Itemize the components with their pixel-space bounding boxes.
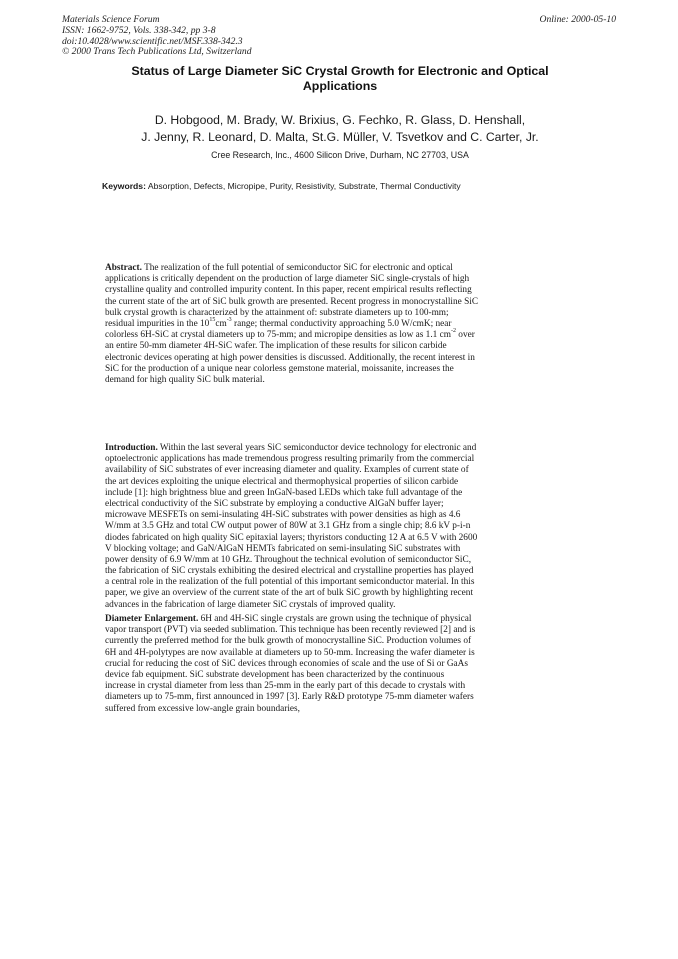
abstract-line: demand for high quality SiC bulk material.: [105, 374, 265, 385]
text-segment: residual impurities in the 10: [105, 318, 210, 329]
intro-line: advances in the fabrication of large diameter SiC crystals of improved quality.: [105, 599, 396, 610]
header-citation: [62, 15, 252, 58]
diameter-line: 6H and 4H-SiC single crystals are grown using the technique of physical: [198, 614, 472, 624]
keywords-text: Absorption, Defects, Micropipe, Purity, Resistivity, Substrate, Thermal Conductivity: [147, 181, 461, 191]
intro-line: W/mm at 3.5 GHz and total CW output power of 80W at 3.1 GHz from a single chip; 8.6 kV p-i-n: [105, 521, 471, 532]
abstract-line: electronic devices operating at high power densities is discussed. Additionally, the recent interest in: [105, 352, 475, 363]
intro-line: diodes fabricated on high quality SiC epitaxial layers; thyristors conducting 12 A at 6.5 V with 2600: [105, 532, 478, 543]
superscript: 15: [209, 316, 216, 323]
keywords: [102, 181, 461, 192]
intro-line: availability of SiC substrates of ever increasing diameter and quality. Examples of current state of: [105, 465, 469, 476]
abstract-line: SiC for the production of a unique near colorless gemstone material, moissanite, increases the: [105, 363, 454, 374]
diameter-line: increase in crystal diameter from less than 25-mm in the early part of this decade to crystals with: [105, 681, 466, 692]
text-segment: cm: [215, 318, 227, 329]
authors-line-2: J. Jenny, R. Leonard, D. Malta, St.G. Müller, V. Tsvetkov and C. Carter, Jr.: [141, 130, 539, 144]
diameter-line: device fab equipment. SiC substrate development has been characterized by the continuous: [105, 669, 445, 680]
paper-title: [70, 64, 610, 94]
title-line-1: Status of Large Diameter SiC Crystal Growth for Electronic and Optical: [131, 64, 549, 78]
abstract-line: [105, 330, 575, 341]
copyright-line: © 2000 Trans Tech Publications Ltd, Switzerland: [62, 46, 252, 58]
keywords-label: Keywords:: [102, 181, 146, 191]
author-list: [70, 112, 610, 146]
online-date: Online: 2000-05-10: [539, 14, 616, 25]
text-segment: range; thermal conductivity approaching 5.0 W/cmK; near: [231, 318, 452, 329]
introduction-section: [105, 443, 575, 611]
superscript: -3: [226, 316, 232, 323]
affiliation: Cree Research, Inc., 4600 Silicon Drive, Durham, NC 27703, USA: [211, 150, 469, 160]
authors-line-1: D. Hobgood, M. Brady, W. Brixius, G. Fechko, R. Glass, D. Henshall,: [154, 113, 526, 127]
text-segment: colorless 6H-SiC at crystal diameters up to 75-mm; and micropipe densities as low as 1.1 cm: [105, 330, 451, 341]
superscript: -2: [450, 328, 456, 335]
abstract-line: The realization of the full potential of semiconductor SiC for electronic and optical: [144, 263, 453, 273]
abstract-line: applications is critically dependent on the production of large diameter SiC single-crystals of high: [105, 274, 470, 285]
intro-line: Within the last several years SiC semiconductor device technology for electronic and: [157, 443, 477, 453]
diameter-heading: Diameter Enlargement.: [105, 614, 199, 624]
diameter-line: crucial for reducing the cost of SiC devices through economies of scale and the use of Si or GaAs: [105, 658, 468, 669]
intro-line: electrical conductivity of the SiC substrate by employing a conductive AlGaN buffer layer;: [105, 498, 444, 509]
introduction-heading: Introduction.: [105, 443, 158, 453]
intro-line: paper, we give an overview of the current state of the art of bulk SiC growth by highlighting recent: [105, 588, 474, 599]
diameter-line: currently the preferred method for the bulk growth of monocrystalline SiC. Production volumes of: [105, 636, 472, 647]
intro-line: a central role in the realization of the full potential of this important semiconductor material. In this: [105, 577, 475, 588]
diameter-line: vapor transport (PVT) via seeded sublimation. This technique has been recently reviewed [2] and is: [105, 625, 476, 636]
text-segment: over: [455, 330, 475, 341]
diameter-enlargement-section: [105, 614, 575, 715]
intro-line: microwave MESFETs on semi-insulating 4H-SiC substrates with power densities as high as 4.6: [105, 510, 461, 521]
diameter-line: 6H and 4H-polytypes are now available at diameters up to 50-mm. Increasing the wafer diameter is: [105, 647, 475, 658]
abstract-heading: Abstract.: [105, 263, 142, 273]
abstract-line: [105, 316, 575, 330]
issn-line: ISSN: 1662-9752, Vols. 338-342, pp 3-8: [62, 24, 216, 36]
intro-line: V blocking voltage; and GaN/AlGaN HEMTs fabricated on semi-insulating SiC substrates with: [105, 543, 461, 554]
title-line-2: Applications: [302, 79, 378, 93]
abstract-line: the current state of the art of SiC bulk growth are presented. Recent progress in monocrystalline SiC: [105, 296, 479, 307]
intro-line: the art devices exploiting the unique electrical and thermophysical properties of silicon carbide: [105, 476, 459, 487]
intro-line: optoelectronic applications has made tremendous progress resulting primarily from the commercial: [105, 454, 475, 465]
abstract-line: crystalline quality and controlled impurity content. In this paper, recent empirical results reflecting: [105, 285, 472, 296]
abstract-line: an entire 50-mm diameter 4H-SiC wafer. The implication of these results for silicon carbide: [105, 341, 447, 352]
diameter-line: suffered from excessive low-angle grain boundaries,: [105, 703, 300, 714]
doi-line[interactable]: doi:10.4028/www.scientific.net/MSF.338-342.3: [62, 35, 243, 47]
intro-line: power density of 6.9 W/mm at 10 GHz. Throughout the technical evolution of semiconductor SiC,: [105, 554, 472, 565]
abstract-section: [105, 263, 575, 386]
intro-line: include [1]: high brightness blue and green InGaN-based LEDs which take full advantage of the: [105, 487, 463, 498]
diameter-line: diameters up to 75-mm, first announced in 1997 [3]. Early R&D prototype 75-mm diameter wafers: [105, 692, 474, 703]
journal-name: Materials Science Forum: [62, 14, 160, 25]
abstract-line: bulk crystal growth is characterized by the attainment of: substrate diameters up to 100-mm;: [105, 307, 449, 318]
intro-line: the fabrication of SiC crystals exhibiting the desired electrical and crystalline properties has played: [105, 566, 474, 577]
